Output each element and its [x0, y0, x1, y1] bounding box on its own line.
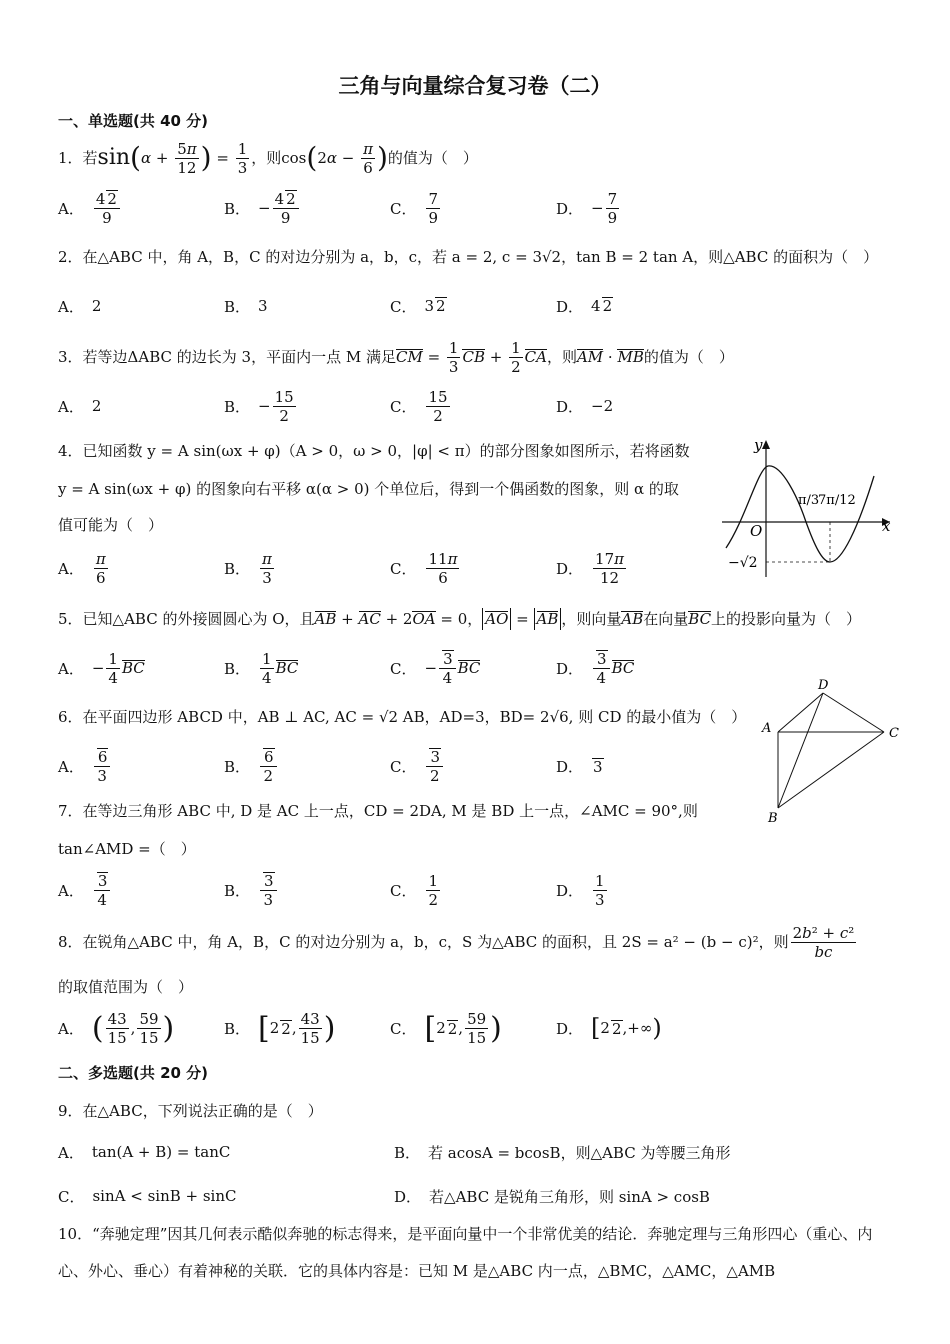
q2-options — [58, 284, 888, 328]
question-1: 1．若 sin ( α + $\frac{5\pi}{12}$ ) = $\frac{1}{3}$ ，则 cos ( 2 α − $\frac{\pi}{6}$ ) 的值为（ ） — [58, 139, 478, 177]
q4-sine-graph — [718, 432, 898, 582]
q4-option-b[interactable]: B． $\frac{\pi}{3}$ — [224, 549, 272, 587]
q1-option-b[interactable]: B． − $\frac{4 2}{9}$ — [224, 186, 301, 230]
q8-option-b[interactable]: B． [ 2 2 , $\frac{43}{15}$ ) — [224, 1009, 336, 1047]
q3-options — [58, 384, 888, 428]
q3-text-a: 3．若等边ΔABC 的边长为 3，平面内一点 M 满足 — [58, 348, 396, 366]
question-8-line-2: 的取值范围为（ ） — [58, 978, 194, 996]
question-10: 10．“奔驰定理”因其几何表示酷似奔驰的标志得来，是平面向量中一个非常优美的结论．奔驰定理与三角形四心（重心、内心、外心、垂心）有着神秘的关联．它的具体内容是：已知 M 是△ABC 内一点，△BMC，△AMC，△AMB — [58, 1225, 873, 1280]
q8-option-c[interactable]: C． [ 2 2 , $\frac{59}{15}$ ) — [390, 1009, 502, 1047]
q1-stem-b: ，则 — [251, 149, 282, 167]
edge-bd — [778, 693, 823, 808]
q3-option-b[interactable]: B． − $\frac{15}{2}$ — [224, 387, 294, 425]
q5-option-a[interactable]: A． − $\frac{1}{4}$ BC — [58, 649, 145, 687]
q5-option-c[interactable]: C． − $\frac{3}{4}$ BC — [390, 649, 481, 687]
q9-option-b[interactable]: B． 若 acosA = bcosB，则△ABC 为等腰三角形 — [394, 1143, 731, 1162]
graph-label-y: y — [754, 436, 763, 454]
y-axis-arrow — [762, 440, 770, 449]
question-4-line-1: 4．已知函数 y = A sin(ωx + φ)（A > 0，ω > 0，|φ| < π）的部分图象如图所示，若将函数 — [58, 442, 690, 460]
q2-option-b[interactable]: B． 3 — [224, 297, 268, 316]
graph-label-x: x — [882, 517, 891, 535]
q2-option-c[interactable]: C． 3 2 — [390, 297, 446, 316]
q3-text-b: ，则 — [546, 348, 577, 366]
edge-ad — [778, 693, 823, 732]
q3-option-a[interactable]: A． 2 — [58, 397, 102, 416]
q7-option-c[interactable]: C． $\frac{1}{2}$ — [390, 871, 439, 909]
page-title: 三角与向量综合复习卷（二） — [338, 74, 612, 98]
q8-expression: $\frac{\text{2b² + c²}}{bc}$ — [792, 923, 855, 961]
q3-text-c: 的值为（ ） — [643, 348, 734, 366]
question-5: 5．已知△ABC 的外接圆圆心为 O，且 AB + AC + 2 OA = 0， AO = AB ，则向量 AB 在向量 BC 上的投影向量为（ ） — [58, 610, 862, 628]
q1-option-d[interactable]: D． − $\frac{7}{9}$ — [556, 189, 618, 227]
q1-option-a[interactable]: A． $\frac{4 2}{9}$ — [58, 186, 122, 230]
label-b: B — [768, 811, 778, 826]
q8-line-1-text: 8．在锐角△ABC 中，角 A，B，C 的对边分别为 a，b，c，S 为△ABC 的面积，且 2S = a² − (b − c)²，则 — [58, 933, 789, 951]
q5-options — [58, 646, 708, 690]
q4-option-a[interactable]: A． $\frac{\pi}{6}$ — [58, 549, 106, 587]
q7-option-a[interactable]: A． $\frac{3}{4}$ — [58, 868, 112, 912]
q4-option-d[interactable]: D． $\frac{17\pi}{12}$ — [556, 549, 624, 587]
question-4-line-2: y = A sin(ωx + φ) 的图象向右平移 α(α > 0) 个单位后，得到一个偶函数的图象，则 α 的取 — [58, 480, 679, 498]
q6-option-c[interactable]: C． $\frac{3}{2}$ — [390, 744, 445, 788]
q4-option-c[interactable]: C． $\frac{11\pi}{6}$ — [390, 549, 458, 587]
q6-option-a[interactable]: A． $\frac{6}{3}$ — [58, 744, 112, 788]
q1-option-c[interactable]: C． $\frac{7}{9}$ — [390, 189, 439, 227]
q2-option-d[interactable]: D． 4 2 — [556, 297, 613, 316]
sine-curve — [726, 466, 874, 562]
q7-option-b[interactable]: B． $\frac{3}{3}$ — [224, 868, 279, 912]
q6-option-b[interactable]: B． $\frac{6}{2}$ — [224, 744, 279, 788]
q4-options — [58, 546, 708, 590]
q5-text-c: 在向量 — [643, 610, 689, 628]
question-4-line-3: 值可能为（ ） — [58, 516, 164, 534]
edge-bc — [778, 732, 884, 808]
question-8-line-1 — [58, 924, 858, 960]
q5-text-b: ，则向量 — [561, 610, 622, 628]
q3-option-c[interactable]: C． $\frac{15}{2}$ — [390, 387, 448, 425]
q9-options-row-1 — [58, 1130, 888, 1174]
q5-option-d[interactable]: D． $\frac{3}{4}$ BC — [556, 649, 635, 687]
q9-options-row-2 — [58, 1174, 888, 1218]
q1-frac-1-3: $\frac{1}{3}$ — [237, 139, 248, 177]
q9-option-a[interactable]: A． tan(A + B) = tanC — [58, 1143, 231, 1162]
graph-label-7pi-12: 7π/12 — [818, 493, 856, 508]
question-3: 3．若等边ΔABC 的边长为 3，平面内一点 M 满足 CM = $\frac{1}{3}$ CB + $\frac{1}{2}$ CA ，则 AM · MB 的值为（ ） — [58, 338, 734, 376]
label-c: C — [889, 726, 899, 741]
q8-options — [58, 1006, 708, 1050]
q5-option-b[interactable]: B． $\frac{1}{4}$ BC — [224, 649, 299, 687]
question-7-line-1: 7．在等边三角形 ABC 中, D 是 AC 上一点，CD = 2DA, M 是 BD 上一点，∠AMC = 90°,则 — [58, 802, 698, 820]
question-6: 6．在平面四边形 ABCD 中，AB ⊥ AC, AC = √2 AB，AD=3，BD= 2√6, 则 CD 的最小值为（ ） — [58, 708, 747, 726]
q6-quadrilateral-figure — [756, 674, 906, 830]
q1-stem-c: 的值为（ ） — [387, 149, 478, 167]
q6-options — [58, 744, 708, 788]
section-single-choice: 一、单选题(共 40 分) — [58, 112, 209, 130]
section-multiple-choice: 二、多选题(共 20 分) — [58, 1064, 209, 1082]
q5-text-d: 上的投影向量为（ ） — [711, 610, 862, 628]
q8-option-d[interactable]: D． [ 2 2 ,+∞ ) — [556, 1014, 662, 1042]
q5-text-a: 5．已知△ABC 的外接圆圆心为 O，且 — [58, 610, 315, 628]
graph-label-origin: O — [750, 522, 763, 540]
q9-option-c[interactable]: C． sinA < sinB + sinC — [58, 1187, 237, 1206]
q6-option-d[interactable]: D． 3 — [556, 757, 603, 776]
q1-options — [58, 186, 888, 230]
graph-label-min: −√2 — [728, 555, 758, 571]
q9-option-d[interactable]: D． 若△ABC 是锐角三角形，则 sinA > cosB — [394, 1187, 710, 1206]
q7-options — [58, 868, 708, 912]
q1-frac-5pi12: $\frac{5\pi}{12}$ — [177, 139, 197, 177]
label-a: A — [762, 721, 772, 736]
q1-stem-a: 1．若 — [58, 149, 98, 167]
q3-option-d[interactable]: D． −2 — [556, 397, 614, 416]
question-9: 9．在△ABC，下列说法正确的是（ ） — [58, 1102, 323, 1120]
q2-option-a[interactable]: A． 2 — [58, 297, 102, 316]
label-d: D — [818, 678, 829, 693]
question-7-line-2: tan∠AMD =（ ） — [58, 840, 196, 858]
question-2: 2．在△ABC 中，角 A，B，C 的对边分别为 a，b，c，若 a = 2, c = 3√2，tan B = 2 tan A，则△ABC 的面积为（ ） — [58, 248, 879, 266]
edge-dc — [823, 693, 884, 732]
q8-option-a[interactable]: A． ( $\frac{43}{15}$ , $\frac{59}{15}$ ) — [58, 1009, 175, 1047]
graph-label-pi-3: π/3 — [798, 493, 820, 508]
q7-option-d[interactable]: D． $\frac{1}{3}$ — [556, 871, 605, 909]
q1-frac-pi6: $\frac{\pi}{6}$ — [363, 139, 373, 177]
